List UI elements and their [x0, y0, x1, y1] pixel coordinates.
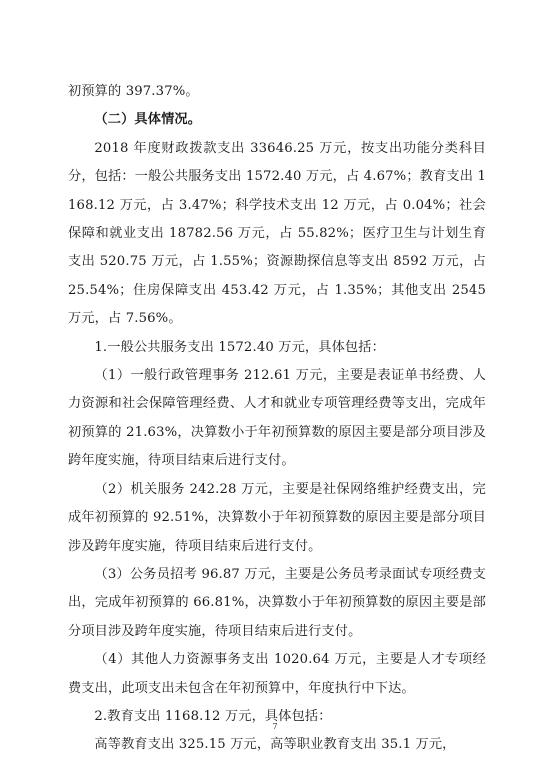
document-body — [68, 78, 486, 760]
page-number: 7 — [272, 722, 278, 731]
paragraph-higher-education: 高等教育支出 325.15 万元，高等职业教育支出 35.1 万元， — [94, 737, 456, 753]
paragraph-summary: 2018 年度财政拨款支出 33646.25 万元，按支出功能分类科目分，包括：一般公共服务支出 1572.40 万元，占 4.67%；教育支出 1168.12 万元，占 3.47%；科学技术支出 12 万元，占 0.04%；社会保障和就业支出 18782.56 万元，占 55.82%；医疗卫生与计划生育支出 520.75 万元，占 1.55%；资源勘探信息等支出 8592 万元，占 25.54%；住房保障支出 453.42 万元，占 1.35%；其他支出 2545 万元，占 7.56%。 — [68, 140, 486, 327]
paragraph-item-1: （1）一般行政管理事务 212.61 万元，主要是表证单书经费、人力资源和社会保障管理经费、人才和就业专项管理经费等支出，完成年初预算的 21.63%，决算数小于年初预算数的原因主要是部分项目涉及跨年度实施，待项目结束后进行支付。 — [68, 368, 486, 469]
paragraph-education: 2.教育支出 1168.12 万元，具体包括： — [94, 708, 332, 724]
paragraph-item-2: （2）机关服务 242.28 万元，主要是社保网络维护经费支出，完成年初预算的 92.51%，决算数小于年初预算数的原因主要是部分项目涉及跨年度实施，待项目结束后进行支付。 — [68, 481, 486, 554]
section-heading: （二）具体情况。 — [94, 112, 202, 128]
paragraph-continuation: 初预算的 397.37%。 — [68, 84, 199, 99]
paragraph-item-3: （3）公务员招考 96.87 万元，主要是公务员考录面试专项经费支出，完成年初预算的 66.81%，决算数小于年初预算数的原因主要是部分项目涉及跨年度实施，待项目结束后进行支付。 — [68, 566, 486, 639]
paragraph-item-4: （4）其他人力资源事务支出 1020.64 万元，主要是人才专项经费支出，此项支出未包含在年初预算中，年度执行中下达。 — [68, 652, 486, 696]
paragraph-general-services: 1.一般公共服务支出 1572.40 万元，具体包括： — [94, 339, 385, 355]
